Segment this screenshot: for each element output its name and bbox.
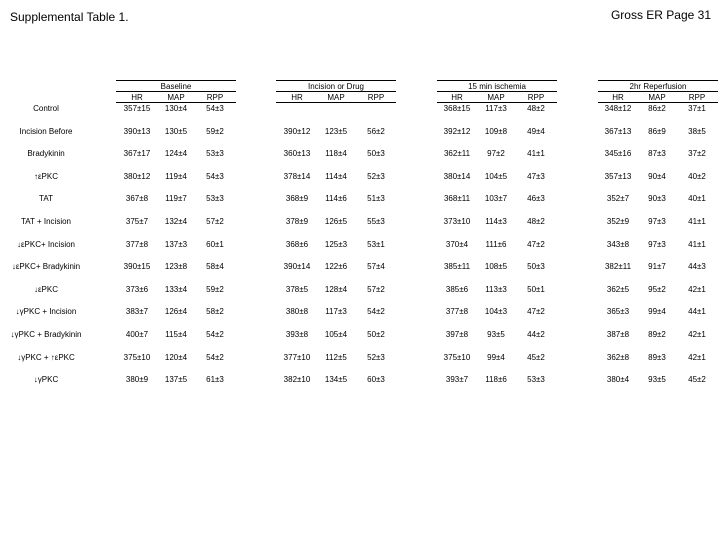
table-cell: 45±2 [688, 375, 706, 385]
table-cell: 373±10 [443, 217, 471, 226]
table-cell: 48±2 [527, 104, 545, 113]
table-cell: 380±12 [123, 171, 151, 181]
table-cell: 52±3 [367, 352, 385, 362]
table-cell: 53±3 [206, 194, 224, 204]
table-cell: 95±2 [648, 284, 666, 294]
column-header-rpp: RPP [688, 93, 706, 102]
table-cell: 128±4 [324, 284, 348, 294]
table-cell: 53±1 [367, 239, 385, 249]
table-cell: 50±3 [367, 149, 385, 159]
table-cell: 380±9 [125, 375, 149, 385]
column-header-map: MAP [487, 93, 505, 102]
column-header-rpp: RPP [206, 93, 224, 102]
table-cell: 345±16 [604, 149, 632, 159]
table-cell: 365±3 [606, 307, 630, 317]
group-bottom-rule [116, 102, 236, 103]
table-cell: 42±1 [688, 284, 706, 294]
table-cell: 362±5 [606, 284, 630, 294]
table-cell: 46±3 [527, 194, 545, 204]
table-cell: 368±15 [443, 104, 471, 113]
table-cell: 130±4 [164, 104, 188, 113]
table-cell: 375±7 [125, 217, 149, 226]
column-header-hr: HR [612, 93, 624, 102]
table-cell: 113±3 [485, 284, 507, 294]
table-cell: 377±10 [283, 352, 311, 362]
table-cell: 137±5 [164, 375, 188, 385]
table-cell: 40±2 [688, 171, 706, 181]
table-cell: 114±3 [485, 217, 507, 226]
table-cell: 105±4 [324, 330, 348, 339]
column-header-hr: HR [451, 93, 463, 102]
table-cell: 37±2 [688, 149, 706, 159]
table-cell: 61±3 [206, 375, 224, 385]
table-cell: 375±10 [123, 352, 151, 362]
table-cell: 367±17 [123, 149, 151, 159]
table-cell: 362±11 [443, 149, 471, 159]
row-label: ↓εPKC [33, 284, 58, 294]
group-bottom-rule [276, 102, 396, 103]
table-cell: 51±3 [367, 194, 385, 204]
table-cell: 104±5 [484, 171, 508, 181]
table-cell: 57±2 [367, 284, 385, 294]
table-cell: 47±2 [527, 239, 545, 249]
group-top-rule [276, 80, 396, 81]
table-cell: 108±5 [484, 262, 508, 272]
table-cell: 37±1 [688, 104, 706, 113]
table-cell: 137±3 [164, 239, 188, 249]
table-cell: 90±3 [648, 194, 666, 204]
table-cell: 122±6 [324, 262, 348, 272]
table-cell: 352±9 [606, 217, 630, 226]
table-cell: 40±1 [688, 194, 706, 204]
table-cell: 54±3 [206, 171, 224, 181]
table-cell: 382±11 [604, 262, 632, 272]
table-cell: 112±5 [325, 352, 347, 362]
group-bottom-rule [598, 102, 718, 103]
table-cell: 86±9 [648, 126, 666, 136]
table-cell: 44±2 [527, 330, 545, 339]
table-cell: 93±5 [648, 375, 666, 385]
row-label: TAT + Incision [20, 217, 72, 226]
table-cell: 97±2 [487, 149, 505, 159]
group-top-rule [598, 80, 718, 81]
table-cell: 115±4 [165, 330, 187, 339]
table-cell: 119±7 [165, 194, 187, 204]
table-cell: 390±13 [123, 126, 151, 136]
column-header-rpp: RPP [367, 93, 385, 102]
column-header-hr: HR [291, 93, 303, 102]
table-cell: 367±8 [125, 194, 149, 204]
row-label: Incision Before [19, 126, 73, 136]
table-cell: 97±3 [648, 239, 666, 249]
table-cell: 53±3 [206, 149, 224, 159]
table-cell: 367±13 [604, 126, 632, 136]
table-cell: 59±2 [206, 284, 224, 294]
table-cell: 380±4 [606, 375, 630, 385]
table-cell: 373±6 [125, 284, 149, 294]
table-cell: 41±1 [688, 217, 706, 226]
table-cell: 56±2 [367, 126, 385, 136]
table-cell: 87±3 [648, 149, 666, 159]
row-label: ↓γPKC + Bradykinin [10, 330, 82, 339]
table-cell: 123±5 [324, 126, 348, 136]
row-label: ↓εPKC+ Bradykinin [11, 262, 81, 272]
table-cell: 54±3 [206, 104, 224, 113]
table-cell: 58±4 [206, 262, 224, 272]
table-cell: 348±12 [604, 104, 632, 113]
table-cell: 368±6 [285, 239, 309, 249]
column-header-map: MAP [327, 93, 345, 102]
table-cell: 132±4 [164, 217, 188, 226]
group-header: Incision or Drug [307, 82, 365, 91]
table-cell: 59±2 [206, 126, 224, 136]
table-cell: 53±3 [527, 375, 545, 385]
page-title: Supplemental Table 1. [10, 10, 129, 24]
table-cell: 343±8 [606, 239, 630, 249]
table-cell: 41±1 [527, 149, 545, 159]
table-cell: 55±3 [367, 217, 385, 226]
group-mid-rule [598, 91, 718, 92]
table-cell: 124±4 [164, 149, 188, 159]
table-cell: 97±3 [648, 217, 666, 226]
table-cell: 99±4 [487, 352, 505, 362]
table-cell: 117±3 [485, 104, 507, 113]
table-cell: 103±7 [484, 194, 508, 204]
table-cell: 357±13 [604, 171, 632, 181]
table-cell: 390±12 [283, 126, 311, 136]
row-label: ↓γPKC + ↑εPKC [17, 352, 75, 362]
table-cell: 60±3 [367, 375, 385, 385]
table-cell: 86±2 [648, 104, 666, 113]
table-cell: 109±8 [484, 126, 508, 136]
group-header: 2hr Reperfusion [629, 82, 687, 91]
table-cell: 118±6 [485, 375, 507, 385]
table-cell: 47±3 [527, 171, 545, 181]
group-header: 15 min ischemia [468, 82, 526, 91]
group-mid-rule [276, 91, 396, 92]
table-cell: 387±8 [606, 330, 630, 339]
table-cell: 134±5 [324, 375, 348, 385]
table-cell: 393±8 [285, 330, 309, 339]
table-cell: 377±8 [125, 239, 149, 249]
table-cell: 48±2 [527, 217, 545, 226]
table-cell: 352±7 [606, 194, 630, 204]
table-cell: 377±8 [445, 307, 469, 317]
table-cell: 378±9 [285, 217, 309, 226]
table-cell: 91±7 [648, 262, 666, 272]
table-cell: 89±3 [648, 352, 666, 362]
table-cell: 44±1 [688, 307, 706, 317]
table-cell: 58±2 [206, 307, 224, 317]
table-cell: 390±15 [123, 262, 151, 272]
table-cell: 118±4 [325, 149, 347, 159]
column-header-hr: HR [131, 93, 143, 102]
table-cell: 93±5 [487, 330, 505, 339]
table-cell: 54±2 [367, 307, 385, 317]
table-cell: 54±2 [206, 352, 224, 362]
table-cell: 385±6 [445, 284, 469, 294]
group-top-rule [116, 80, 236, 81]
table-cell: 385±11 [443, 262, 471, 272]
table-cell: 50±2 [367, 330, 385, 339]
table-cell: 370±4 [445, 239, 469, 249]
row-label: ↓γPKC + Incision [15, 307, 77, 317]
table-cell: 380±8 [285, 307, 309, 317]
row-label: TAT [39, 194, 53, 204]
row-label: Control [33, 104, 59, 113]
table-cell: 47±2 [527, 307, 545, 317]
table-cell: 42±1 [688, 352, 706, 362]
table-cell: 49±4 [527, 126, 545, 136]
table-cell: 390±14 [283, 262, 311, 272]
row-label: Bradykinin [27, 149, 65, 159]
table-cell: 126±5 [324, 217, 348, 226]
table-cell: 111±6 [485, 239, 507, 249]
table-cell: 50±1 [527, 284, 545, 294]
group-bottom-rule [437, 102, 557, 103]
table-cell: 117±3 [325, 307, 347, 317]
table-cell: 90±4 [648, 171, 666, 181]
group-mid-rule [437, 91, 557, 92]
table-cell: 378±5 [285, 284, 309, 294]
group-mid-rule [116, 91, 236, 92]
table-cell: 362±8 [606, 352, 630, 362]
table-cell: 368±11 [443, 194, 471, 204]
table-cell: 133±4 [164, 284, 188, 294]
table-cell: 119±4 [165, 171, 187, 181]
table-cell: 380±14 [443, 171, 471, 181]
group-top-rule [437, 80, 557, 81]
table-cell: 44±3 [688, 262, 706, 272]
table-cell: 99±4 [648, 307, 666, 317]
table-cell: 368±9 [285, 194, 309, 204]
table-cell: 114±6 [325, 194, 347, 204]
table-cell: 120±4 [164, 352, 188, 362]
table-cell: 57±4 [367, 262, 385, 272]
group-header: Baseline [160, 82, 192, 91]
table-cell: 60±1 [206, 239, 224, 249]
column-header-rpp: RPP [527, 93, 545, 102]
row-label: ↓εPKC+ Incision [16, 239, 76, 249]
row-label: ↓γPKC [33, 375, 59, 385]
table-cell: 57±2 [206, 217, 224, 226]
table-cell: 397±8 [445, 330, 469, 339]
table-cell: 125±3 [324, 239, 348, 249]
row-label: ↑εPKC [33, 171, 58, 181]
table-cell: 383±7 [125, 307, 149, 317]
page-number: Gross ER Page 31 [610, 8, 711, 22]
table-cell: 382±10 [283, 375, 311, 385]
table-cell: 42±1 [688, 330, 706, 339]
table-cell: 89±2 [648, 330, 666, 339]
table-cell: 393±7 [445, 375, 469, 385]
table-cell: 104±3 [484, 307, 508, 317]
table-cell: 392±12 [443, 126, 471, 136]
table-cell: 45±2 [527, 352, 545, 362]
table-cell: 54±2 [206, 330, 224, 339]
table-cell: 38±5 [688, 126, 706, 136]
column-header-map: MAP [648, 93, 666, 102]
table-cell: 130±5 [164, 126, 188, 136]
table-cell: 41±1 [688, 239, 706, 249]
table-cell: 114±4 [325, 171, 347, 181]
table-cell: 50±3 [527, 262, 545, 272]
table-cell: 360±13 [283, 149, 311, 159]
table-cell: 375±10 [443, 352, 471, 362]
column-header-map: MAP [167, 93, 185, 102]
table-cell: 378±14 [283, 171, 311, 181]
table-cell: 126±4 [164, 307, 188, 317]
table-cell: 400±7 [125, 330, 149, 339]
table-cell: 357±15 [123, 104, 151, 113]
table-cell: 123±8 [164, 262, 188, 272]
table-cell: 52±3 [367, 171, 385, 181]
